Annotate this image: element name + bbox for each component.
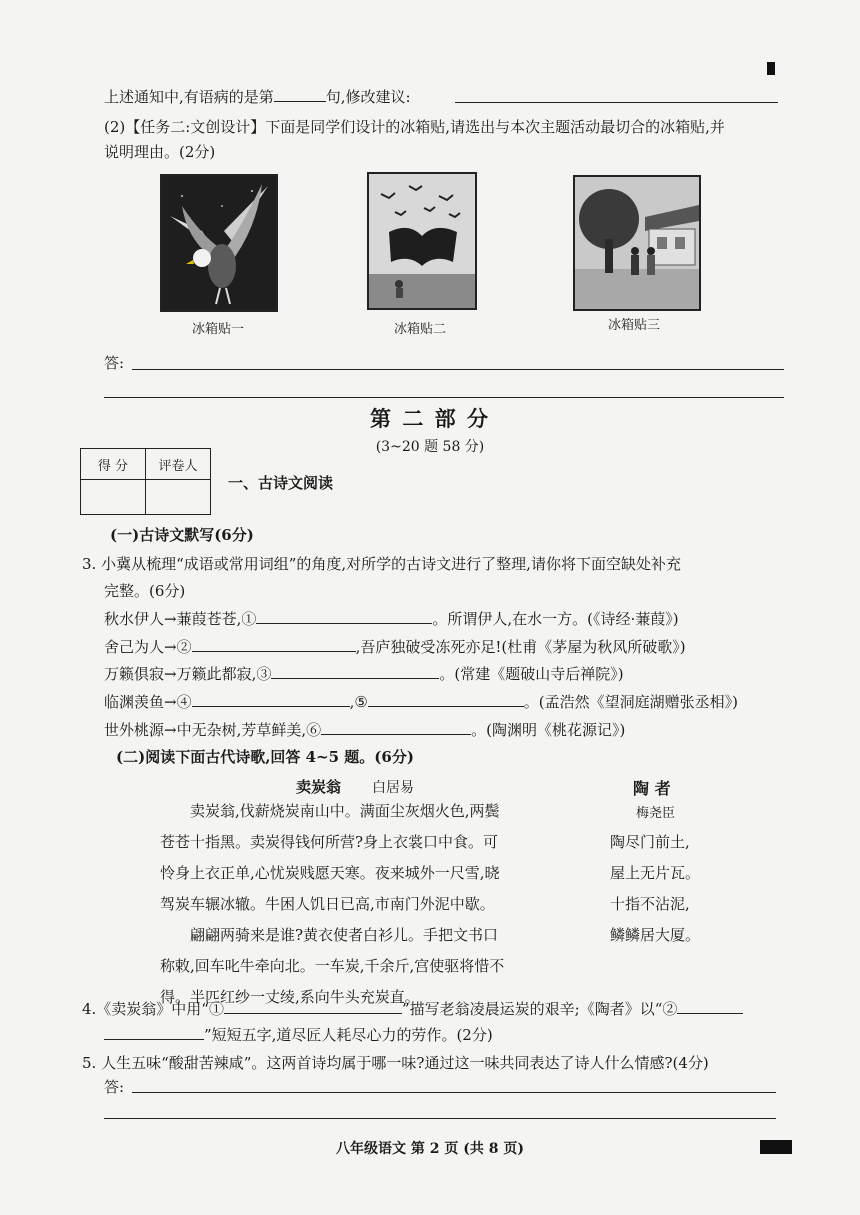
poem1-line: 苍苍十指黑。卖炭得钱何所营?身上衣裳口中食。可 bbox=[160, 833, 499, 851]
q5-answer-label: 答: bbox=[104, 1078, 125, 1096]
answer-line-2[interactable] bbox=[104, 397, 784, 398]
fill-row-3 bbox=[104, 663, 624, 684]
blank-4[interactable] bbox=[192, 691, 350, 707]
fill-row-2-suffix: ,吾庐独破受冻死亦足!(杜甫《茅屋为秋风所破歌》) bbox=[355, 638, 686, 656]
notice-prefix: 上述通知中,有语病的是第 bbox=[104, 88, 274, 106]
q3-line1: 3. 小冀从梳理“成语或常用词组”的角度,对所学的古诗文进行了整理,请你将下面空缺处补充 bbox=[82, 555, 681, 573]
sticker-three-caption: 冰箱贴三 bbox=[607, 318, 660, 333]
part-title: 第 二 部 分 bbox=[370, 406, 490, 431]
fill-row-5-suffix: 。(陶渊明《桃花源记》) bbox=[471, 721, 626, 739]
q5-answer-line-2[interactable] bbox=[104, 1118, 776, 1119]
q4-blank-2a[interactable] bbox=[677, 998, 743, 1014]
eagle-icon bbox=[162, 176, 276, 310]
fill-row-1 bbox=[104, 608, 679, 629]
page-footer: 八年级语文 第 2 页 (共 8 页) bbox=[336, 1141, 524, 1157]
answer-line-1[interactable] bbox=[132, 369, 784, 370]
task2-line2: 说明理由。(2分) bbox=[104, 143, 216, 161]
fill-row-5-prefix: 世外桃源→中无杂树,芳草鲜美,⑥ bbox=[104, 721, 322, 739]
blank-6[interactable] bbox=[321, 719, 471, 735]
fill-row-4-prefix: 临渊羡鱼→④ bbox=[104, 693, 192, 711]
revision-blank[interactable] bbox=[455, 102, 778, 103]
fill-row-4-mid: ,⑤ bbox=[349, 693, 368, 711]
sticker-one bbox=[160, 174, 278, 312]
poem1-author: 白居易 bbox=[372, 780, 414, 796]
poem1-line: 得。半匹红纱一丈绫,系向牛头充炭直。 bbox=[160, 988, 420, 1006]
blank-1[interactable] bbox=[256, 608, 432, 624]
answer-label: 答: bbox=[104, 354, 125, 372]
section-title: 一、古诗文阅读 bbox=[228, 474, 334, 492]
footer-mark bbox=[760, 1140, 792, 1154]
poem2-title: 陶 者 bbox=[633, 779, 671, 798]
sticker-two bbox=[367, 172, 477, 310]
q4-blank-1[interactable] bbox=[224, 998, 402, 1014]
q4-line2 bbox=[104, 1024, 493, 1045]
blank-2[interactable] bbox=[192, 636, 356, 652]
q5-answer-line-1[interactable] bbox=[132, 1092, 776, 1093]
q4-prefix: 4.《卖炭翁》中用“① bbox=[82, 1000, 224, 1018]
poem1-title: 卖炭翁 bbox=[296, 778, 342, 796]
tree-people-icon bbox=[575, 177, 699, 309]
notice-mid: 句,修改建议: bbox=[325, 88, 411, 106]
task2-line1: (2)【任务二:文创设计】下面是同学们设计的冰箱贴,请选出与本次主题活动最切合的冰箱贴,并 bbox=[104, 118, 725, 136]
q4-blank-2b[interactable] bbox=[104, 1024, 204, 1040]
sec2-title: (二)阅读下面古代诗歌,回答 4~5 题。(6分) bbox=[116, 748, 414, 766]
fill-row-4 bbox=[104, 691, 738, 712]
grader-header: 评卷人 bbox=[146, 449, 211, 480]
poem2-line: 陶尽门前土, bbox=[610, 833, 690, 851]
q5-line1: 5. 人生五味“酸甜苦辣咸”。这两首诗均属于哪一味?通过这一味共同表达了诗人什么情感?(4分) bbox=[82, 1054, 709, 1072]
q4-suffix: ”短短五字,道尽匠人耗尽心力的劳作。(2分) bbox=[204, 1026, 493, 1044]
poem1-line: 怜身上衣正单,心忧炭贱愿天寒。夜来城外一尺雪,晓 bbox=[160, 864, 500, 882]
fill-row-1-prefix: 秋水伊人→蒹葭苍苍,① bbox=[104, 610, 257, 628]
poem2-body bbox=[610, 827, 700, 951]
fill-row-3-suffix: 。(常建《题破山寺后禅院》) bbox=[439, 665, 624, 683]
poem2-line: 十指不沾泥, bbox=[610, 895, 690, 913]
grader-cell[interactable] bbox=[146, 480, 211, 515]
book-birds-icon bbox=[369, 174, 475, 308]
poem1-line: 称敕,回车叱牛牵向北。一车炭,千余斤,宫使驱将惜不 bbox=[160, 957, 505, 975]
corner-mark bbox=[767, 62, 775, 75]
q4-mid: ”描写老翁凌晨运炭的艰辛;《陶者》以“② bbox=[401, 1000, 678, 1018]
poem2-line: 屋上无片瓦。 bbox=[610, 864, 701, 882]
fill-row-1-suffix: 。所谓伊人,在水一方。(《诗经·蒹葭》) bbox=[432, 610, 679, 628]
poem1-body bbox=[160, 796, 560, 1013]
poem1-line: 驾炭车辗冰辙。牛困人饥日已高,市南门外泥中歇。 bbox=[160, 895, 495, 913]
fill-row-3-prefix: 万籁俱寂→万籁此都寂,③ bbox=[104, 665, 272, 683]
score-cell[interactable] bbox=[81, 480, 146, 515]
poem2-line: 鳞鳞居大厦。 bbox=[610, 926, 701, 944]
fill-row-4-suffix: 。(孟浩然《望洞庭湖赠张丞相》) bbox=[523, 693, 739, 711]
score-header: 得 分 bbox=[81, 449, 146, 480]
q4-line1 bbox=[82, 998, 743, 1019]
sticker-three bbox=[573, 175, 701, 311]
poem1-line: 翩翩两骑来是谁?黄衣使者白衫儿。手把文书口 bbox=[190, 926, 499, 944]
fill-row-5 bbox=[104, 719, 625, 740]
blank-5[interactable] bbox=[368, 691, 524, 707]
sticker-two-caption: 冰箱贴二 bbox=[393, 322, 446, 337]
fill-row-2 bbox=[104, 636, 686, 657]
notice-question bbox=[104, 86, 411, 107]
q3-line2: 完整。(6分) bbox=[104, 582, 186, 600]
sentence-number-blank[interactable] bbox=[274, 86, 326, 102]
blank-3[interactable] bbox=[271, 663, 439, 679]
sec1-title: (一)古诗文默写(6分) bbox=[110, 526, 254, 544]
score-table bbox=[80, 448, 211, 515]
part-subtitle: (3~20 题 58 分) bbox=[375, 439, 485, 455]
poem2-author: 梅尧臣 bbox=[636, 806, 676, 821]
sticker-one-caption: 冰箱贴一 bbox=[191, 322, 244, 337]
poem1-line: 卖炭翁,伐薪烧炭南山中。满面尘灰烟火色,两鬓 bbox=[190, 802, 500, 820]
fill-row-2-prefix: 舍己为人→② bbox=[104, 638, 192, 656]
